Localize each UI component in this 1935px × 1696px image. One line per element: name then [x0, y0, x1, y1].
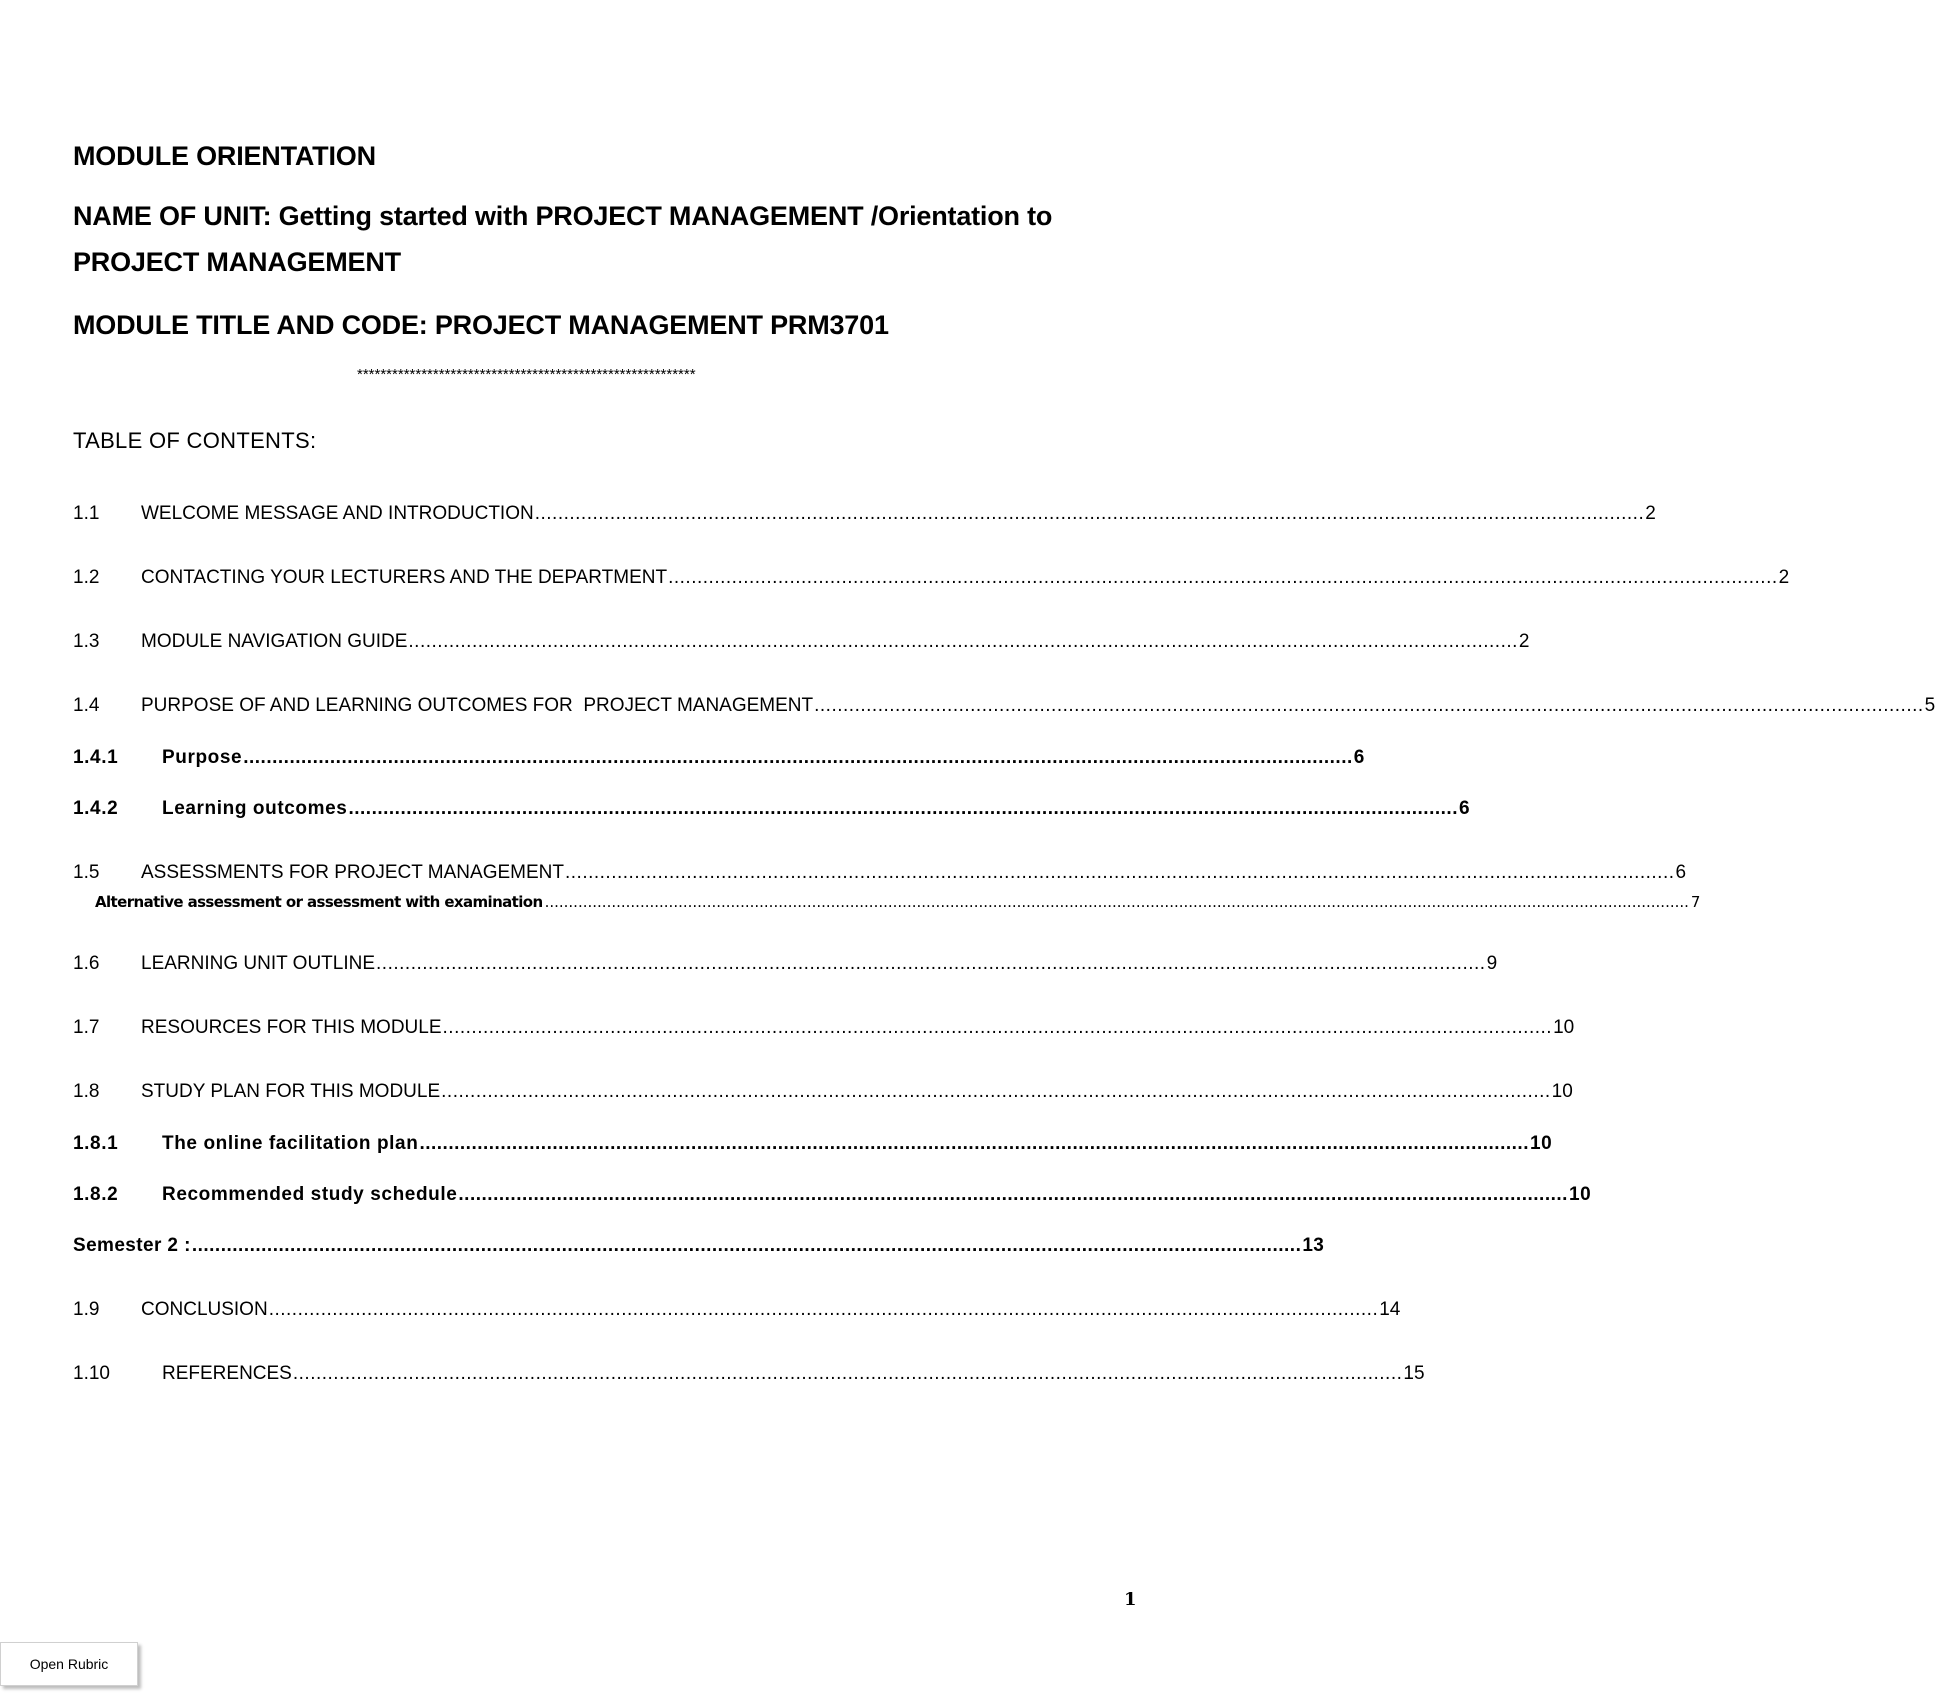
toc-entry-page: 5: [1924, 695, 1935, 716]
toc-entry-number: 1.8: [73, 1081, 100, 1102]
toc-entry-page: 6: [1675, 862, 1687, 883]
toc-entry-number: 1.7: [73, 1017, 100, 1038]
toc-leader-dots: ................................................................................................................................................................................................: [441, 1081, 1551, 1102]
toc-leader-dots: ................................................................................................................................................................................................: [564, 862, 1675, 883]
toc-entry-number: 1.10: [73, 1363, 110, 1384]
toc-leader-dots: ................................................................................................................................................................................................: [292, 1363, 1403, 1384]
toc-entry-page: 6: [1353, 747, 1365, 768]
toc-entry-label: CONTACTING YOUR LECTURERS AND THE DEPARTMENT: [141, 567, 668, 588]
heading-module-orientation: MODULE ORIENTATION: [73, 141, 376, 171]
toc-leader-dots: ................................................................................................................................................................................................: [348, 798, 1458, 819]
toc-entry[interactable]: [73, 1299, 1401, 1321]
toc-entry[interactable]: [73, 503, 1656, 525]
toc-entry-label: The online facilitation plan: [162, 1133, 419, 1154]
toc-leader-dots: ................................................................................................................................................................................................: [534, 503, 1645, 524]
toc-leader-dots: ................................................................................................................................................................................................: [408, 631, 1518, 652]
toc-leader-dots: ................................................................................................................................................................................................: [814, 695, 1924, 716]
heading-name-of-unit: NAME OF UNIT: Getting started with PROJECT MANAGEMENT /Orientation to PROJECT MANAGEMENT: [73, 201, 1053, 277]
toc-entry-page: 13: [1302, 1235, 1325, 1256]
toc-leader-dots: ................................................................................................................................................................................................: [268, 1299, 1379, 1320]
toc-entry-page: 10: [1568, 1184, 1592, 1205]
toc-entry-label: Alternative assessment or assessment with examination: [95, 893, 543, 911]
toc-entry-number: 1.4.2: [73, 798, 119, 819]
toc-entry-page: 14: [1379, 1299, 1401, 1320]
toc-entry-page: 10: [1551, 1081, 1573, 1102]
toc-entry[interactable]: [73, 1363, 1425, 1385]
toc-entry-number: 1.5: [73, 862, 100, 883]
toc-entry[interactable]: [73, 747, 1365, 769]
toc-entry-label: STUDY PLAN FOR THIS MODULE: [141, 1081, 441, 1102]
toc-entry-page: 2: [1645, 503, 1656, 524]
toc-entry[interactable]: [73, 1235, 1325, 1257]
toc-entry[interactable]: [73, 1133, 1553, 1155]
separator-stars: **********************************************************: [357, 366, 696, 383]
toc-entry-page: 10: [1529, 1133, 1553, 1154]
toc-entry-number: 1.9: [73, 1299, 100, 1320]
toc-leader-dots: ................................................................................................................................................................................................................................................: [544, 893, 1689, 911]
toc-entry[interactable]: [73, 631, 1530, 653]
toc-entry-label: CONCLUSION: [141, 1299, 268, 1320]
page-number: 1: [1124, 1589, 1137, 1610]
toc-entry[interactable]: [73, 1017, 1575, 1039]
toc-entry-number: 1.4.1: [73, 747, 119, 768]
toc-entry-page: 2: [1518, 631, 1530, 652]
toc-leader-dots: ................................................................................................................................................................................................: [668, 567, 1778, 588]
toc-entry-page: 9: [1486, 953, 1498, 974]
toc-entry[interactable]: [73, 567, 1790, 589]
toc-entry-label: LEARNING UNIT OUTLINE: [141, 953, 376, 974]
toc-entry-label: MODULE NAVIGATION GUIDE: [141, 631, 408, 652]
toc-entry-label: WELCOME MESSAGE AND INTRODUCTION: [141, 503, 534, 524]
toc-entry-label: PURPOSE OF AND LEARNING OUTCOMES FOR PROJECT MANAGEMENT: [141, 695, 814, 716]
toc-entry-label: RESOURCES FOR THIS MODULE: [141, 1017, 442, 1038]
toc-entry-number: 1.8.1: [73, 1133, 119, 1154]
toc-entry[interactable]: [73, 953, 1498, 975]
toc-entry-label: Learning outcomes: [162, 798, 348, 819]
toc-leader-dots: ................................................................................................................................................................................................: [376, 953, 1486, 974]
toc-entry-number: 1.8.2: [73, 1184, 119, 1205]
toc-entry-page: 7: [1690, 893, 1700, 911]
toc-entry-label: Recommended study schedule: [162, 1184, 458, 1205]
toc-entry-page: 6: [1458, 798, 1471, 819]
toc-subentry[interactable]: [95, 893, 1700, 911]
toc-entry-number: 1.2: [73, 567, 100, 588]
toc-leader-dots: ................................................................................................................................................................................................: [419, 1133, 1529, 1154]
toc-leader-dots: ................................................................................................................................................................................................: [458, 1184, 1568, 1205]
toc-leader-dots: ................................................................................................................................................................................................: [243, 747, 1353, 768]
toc-entry-label: REFERENCES: [162, 1363, 292, 1384]
toc-leader-dots: ................................................................................................................................................................................................: [442, 1017, 1553, 1038]
toc-entry-number: 1.1: [73, 503, 100, 524]
toc-entry-label: Semester 2 :: [73, 1235, 191, 1256]
heading-module-title-and-code: MODULE TITLE AND CODE: PROJECT MANAGEMENT PRM3701: [73, 310, 889, 340]
toc-entry-page: 2: [1778, 567, 1790, 588]
toc-entry[interactable]: [73, 862, 1687, 884]
toc-entry-number: 1.3: [73, 631, 100, 652]
toc-entry-label: ASSESSMENTS FOR PROJECT MANAGEMENT: [141, 862, 564, 883]
toc-entry[interactable]: [73, 1081, 1573, 1103]
toc-entry[interactable]: [73, 1184, 1592, 1206]
toc-entry[interactable]: [73, 695, 1935, 717]
toc-entry-page: 15: [1403, 1363, 1425, 1384]
toc-entry[interactable]: [73, 798, 1471, 820]
toc-entry-number: 1.6: [73, 953, 100, 974]
toc-entry-label: Purpose: [162, 747, 243, 768]
toc-entry-number: 1.4: [73, 695, 100, 716]
toc-leader-dots: ................................................................................................................................................................................................: [191, 1235, 1302, 1256]
toc-entry-page: 10: [1553, 1017, 1575, 1038]
open-rubric-button[interactable]: Open Rubric: [0, 1642, 138, 1686]
toc-title: TABLE OF CONTENTS:: [73, 428, 317, 453]
